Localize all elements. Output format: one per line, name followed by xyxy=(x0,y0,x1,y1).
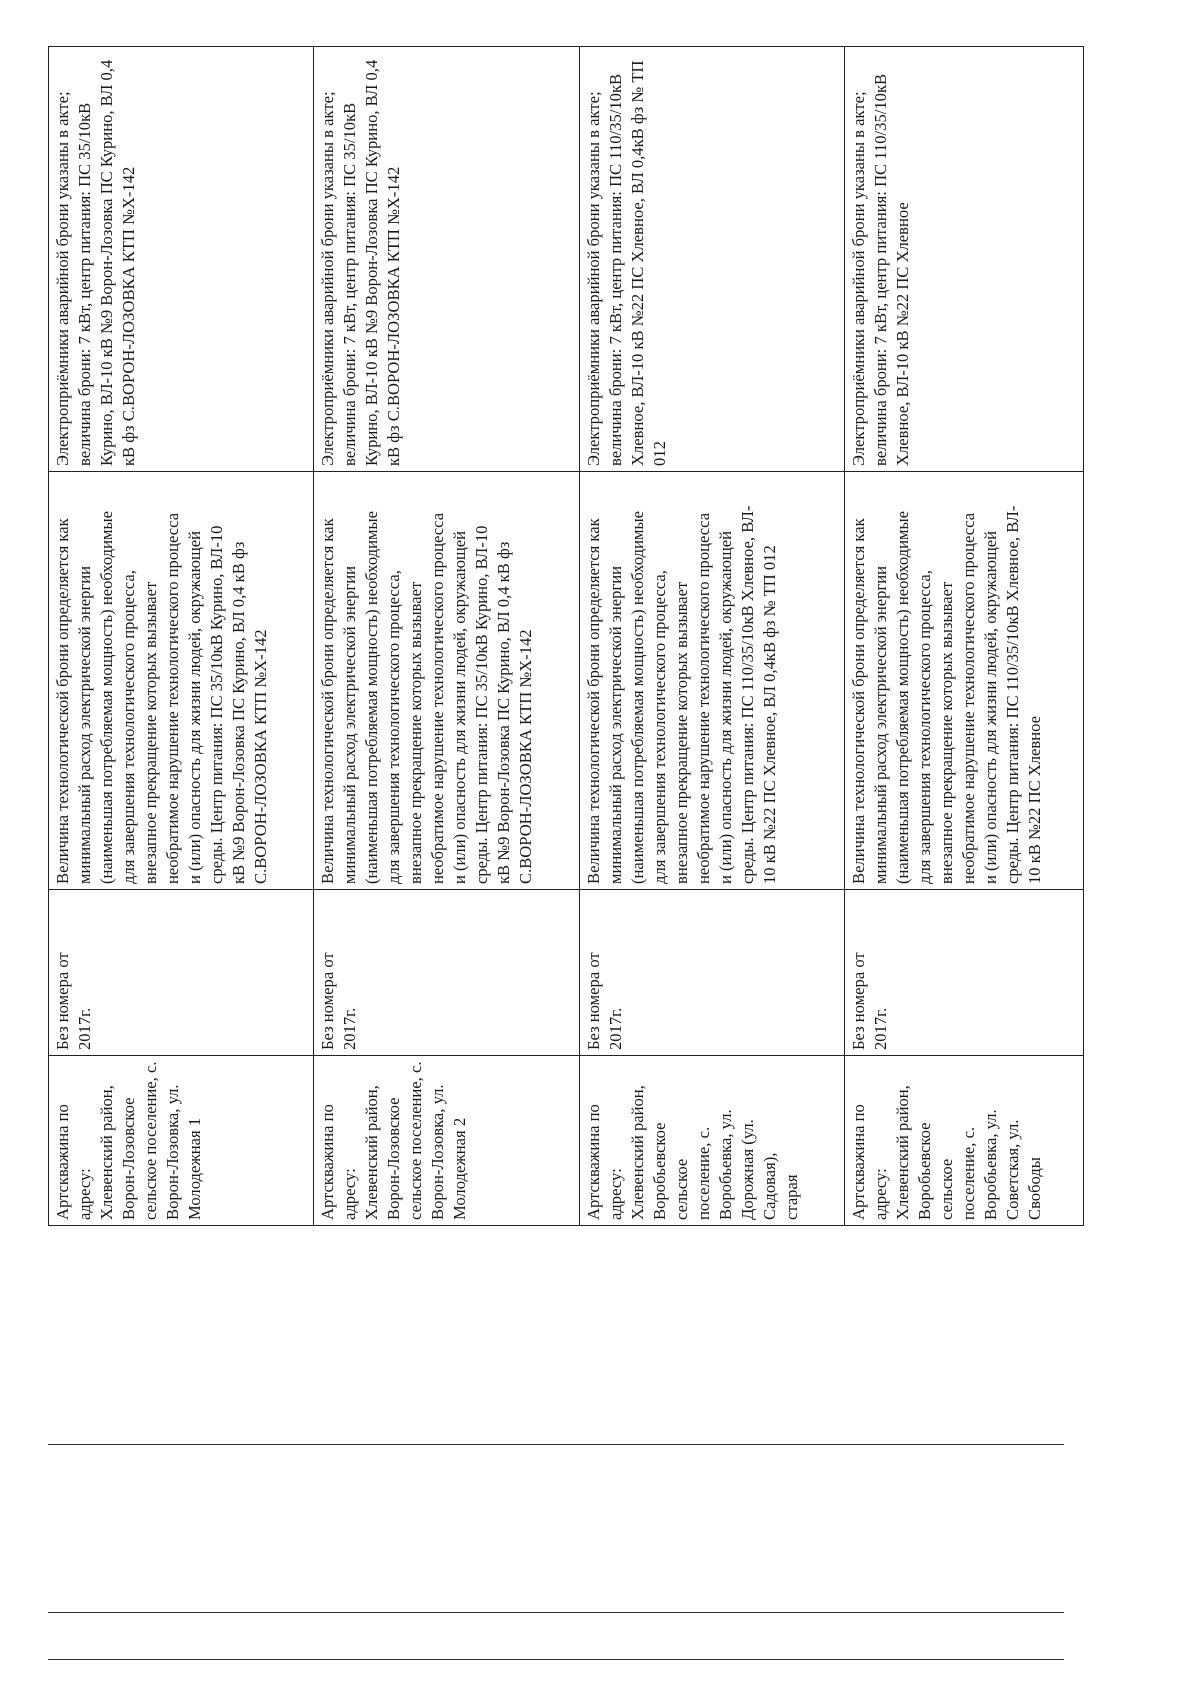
emergency-reserve-cell: Электроприёмники аварийной брони указаны в акте; величина брони: 7 кВт, центр питания: ПС 35/10кВ Курино, ВЛ-10 кВ №9 Ворон-Лозовка ПС Курино, ВЛ 0,4 кВ фз С.ВОРОН-ЛОЗОВКА КТП №Х-142 xyxy=(314,47,579,472)
power-reserve-table xyxy=(48,46,1084,1226)
act-number-cell: Без номера от 2017г. xyxy=(844,890,1083,1056)
table-row xyxy=(314,47,579,1226)
table-row xyxy=(844,47,1083,1226)
act-number-cell: Без номера от 2017г. xyxy=(579,890,844,1056)
object-address-cell: Артскважина по адресу: Хлевенский район, Ворон-Лозовское сельское поселение, с. Ворон-Лозовка, ул. Молодежная 2 xyxy=(314,1056,579,1226)
tech-reserve-cell: Величина технологической брони определяется как минимальный расход электрической энергии (наименьшая потребляемая мощность) необходимые для завершения технологического процесса, внезапное прекращение которых вызывает необратимое нарушение технологического процесса и (или) опасность для жизни людей, окружающей среды. Центр питания: ПС 110/35/10кВ Хлевное, ВЛ- 10 кВ №22 ПС Хлевное, ВЛ 0,4кВ фз № ТП 012 xyxy=(579,472,844,890)
object-address-cell: Артскважина по адресу: Хлевенский район, Воробьевское сельское поселение, с. Воробьевка, ул. Советская, ул. Свободы xyxy=(844,1056,1083,1226)
object-address-cell: Артскважина по адресу: Хлевенский район, Воробьевское сельское поселение, с. Воробьевка, ул. Дорожная (ул. Садовая), старая xyxy=(579,1056,844,1226)
horizontal-rule xyxy=(48,1444,1064,1445)
act-number-cell: Без номера от 2017г. xyxy=(314,890,579,1056)
horizontal-rule xyxy=(48,1612,1064,1613)
table-row xyxy=(49,47,314,1226)
tech-reserve-cell: Величина технологической брони определяется как минимальный расход электрической энергии (наименьшая потребляемая мощность) необходимые для завершения технологического процесса, внезапное прекращение которых вызывает необратимое нарушение технологического процесса и (или) опасность для жизни людей, окружающей среды. Центр питания: ПС 110/35/10кВ Хлевное, ВЛ- 10 кВ №22 ПС Хлевное xyxy=(844,472,1083,890)
act-number-cell: Без номера от 2017г. xyxy=(49,890,314,1056)
object-address-cell: Артскважина по адресу: Хлевенский район, Ворон-Лозовское сельское поселение, с. Ворон-Лозовка, ул. Молодежная 1 xyxy=(49,1056,314,1226)
emergency-reserve-cell: Электроприёмники аварийной брони указаны в акте; величина брони: 7 кВт, центр питания: ПС 110/35/10кВ Хлевное, ВЛ-10 кВ №22 ПС Хлевное, ВЛ 0,4кВ фз № ТП 012 xyxy=(579,47,844,472)
emergency-reserve-cell: Электроприёмники аварийной брони указаны в акте; величина брони: 7 кВт, центр питания: ПС 35/10кВ Курино, ВЛ-10 кВ №9 Ворон-Лозовка ПС Курино, ВЛ 0,4 кВ фз С.ВОРОН-ЛОЗОВКА КТП №Х-142 xyxy=(49,47,314,472)
horizontal-rule xyxy=(48,1659,1064,1660)
tech-reserve-cell: Величина технологической брони определяется как минимальный расход электрической энергии (наименьшая потребляемая мощность) необходимые для завершения технологического процесса, внезапное прекращение которых вызывает необратимое нарушение технологического процесса и (или) опасность для жизни людей, окружающей среды. Центр питания: ПС 35/10кВ Курино, ВЛ-10 кВ №9 Ворон-Лозовка ПС Курино, ВЛ 0,4 кВ фз С.ВОРОН-ЛОЗОВКА КТП №Х-142 xyxy=(49,472,314,890)
emergency-reserve-cell: Электроприёмники аварийной брони указаны в акте; величина брони: 7 кВт, центр питания: ПС 110/35/10кВ Хлевное, ВЛ-10 кВ №22 ПС Хлевное xyxy=(844,47,1083,472)
tech-reserve-cell: Величина технологической брони определяется как минимальный расход электрической энергии (наименьшая потребляемая мощность) необходимые для завершения технологического процесса, внезапное прекращение которых вызывает необратимое нарушение технологического процесса и (или) опасность для жизни людей, окружающей среды. Центр питания: ПС 35/10кВ Курино, ВЛ-10 кВ №9 Ворон-Лозовка ПС Курино, ВЛ 0,4 кВ фз С.ВОРОН-ЛОЗОВКА КТП №Х-142 xyxy=(314,472,579,890)
table-row xyxy=(579,47,844,1226)
rotated-table-container xyxy=(48,46,1084,1226)
